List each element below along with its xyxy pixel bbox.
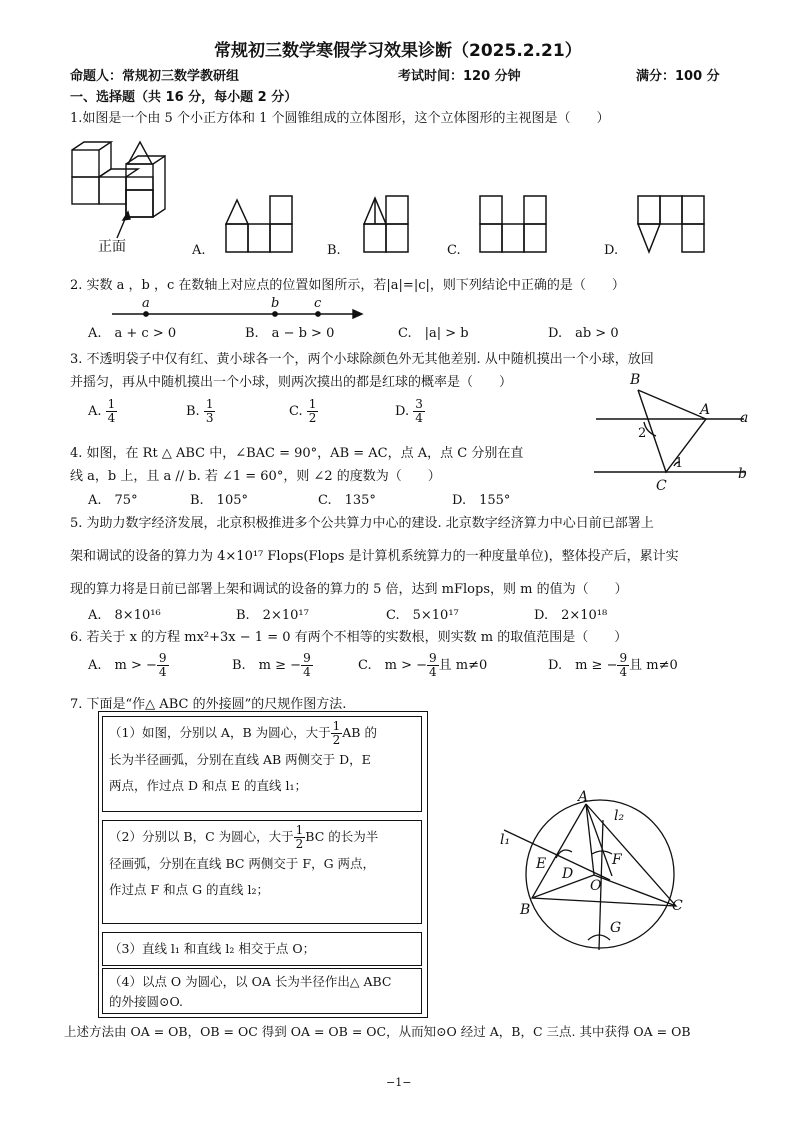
q1-option-a: A.	[192, 243, 206, 258]
q7-step1-line1	[109, 720, 415, 747]
q4-option-c: C. 135°	[318, 493, 376, 508]
q3-option-b	[186, 398, 215, 425]
question-7-stem: 7. 下面是“作△ ABC 的外接圆”的尺规作图方法.	[70, 697, 347, 712]
q2-option-c: C. |a| > b	[398, 326, 469, 341]
q7-step1-num: 1	[332, 719, 341, 733]
q1-option-d: D.	[604, 243, 619, 258]
q1-option-a-figure	[222, 196, 312, 256]
question-5-line2: 架和调试的设备的算力为 4×10¹⁷ Flops(Flops 是计算机系统算力的一种度量单位)，整体投产后，累计实	[70, 549, 679, 564]
question-5-line1: 5. 为助力数字经济发展，北京积极推进多个公共算力中心的建设. 北京数字经济算力中心日前已部署上	[70, 516, 654, 531]
q6-option-d	[548, 652, 678, 679]
q7-step2-num: 1	[295, 823, 304, 837]
q7-label-d: D	[562, 866, 574, 882]
q1-option-c-figure	[478, 196, 568, 256]
q6-option-c	[358, 652, 487, 679]
q7-label-o: O	[590, 878, 602, 894]
q3-option-b-label: B.	[186, 404, 200, 419]
question-6-stem: 6. 若关于 x 的方程 mx²+3x − 1 = 0 有两个不相等的实数根，则实数 m 的取值范围是（ ）	[70, 630, 628, 645]
section-heading: 一、选择题（共 16 分，每小题 2 分）	[70, 90, 298, 105]
q7-step2-b: BC 的长为半	[305, 829, 379, 844]
q7-step2-line2: 径画弧，分别在直线 BC 两侧交于 F，G 两点，	[109, 856, 376, 871]
q5-option-c: C. 5×10¹⁷	[386, 608, 459, 623]
q7-step2-frac	[294, 824, 306, 851]
q4-option-d: D. 155°	[452, 493, 511, 508]
q4-label-angle-2: 2	[638, 426, 647, 441]
q4-label-line-a: a	[740, 410, 749, 426]
q3-option-b-num: 1	[205, 397, 214, 411]
q6-option-d-num: 9	[619, 651, 628, 665]
q7-conclusion: 上述方法由 OA = OB，OB = OC 得到 OA = OB = OC，从而知⊙O 经过 A，B，C 三点. 其中获得 OA = OB	[64, 1024, 691, 1039]
q5-option-a: A. 8×10¹⁶	[88, 608, 161, 623]
question-4-stem-line1: 4. 如图，在 Rt △ ABC 中，∠BAC = 90°，AB = AC，点 A，点 C 分别在直	[70, 446, 524, 461]
q7-step2-line1	[109, 824, 415, 851]
q1-option-d-figure	[638, 196, 728, 266]
q6-option-d-label: D. m ≥ −	[548, 658, 618, 673]
q3-option-a-frac	[106, 398, 118, 425]
q3-option-a-num: 1	[107, 397, 116, 411]
q4-label-c-point: C	[656, 478, 667, 494]
q7-label-l2: l₂	[614, 808, 625, 824]
q7-step1-den: 2	[332, 733, 341, 747]
q6-option-a-den: 4	[158, 665, 167, 679]
page-title: 常规初三数学寒假学习效果诊断（2025.2.21）	[214, 41, 582, 61]
q7-label-l1: l₁	[500, 832, 511, 848]
q7-label-a: A	[578, 789, 589, 805]
q6-option-b-den: 4	[303, 665, 311, 679]
q4-label-a-point: A	[700, 402, 711, 418]
q1-option-c: C.	[447, 243, 461, 258]
q6-option-d-frac	[617, 652, 629, 679]
q2-label-c: c	[314, 296, 322, 311]
question-3-stem-line1: 3. 不透明袋子中仅有红、黄小球各一个，两个小球除颜色外无其他差别. 从中随机摸出一个小球，放回	[70, 352, 654, 367]
q3-option-d-den: 4	[415, 411, 423, 425]
q4-label-b-point: B	[630, 372, 641, 388]
q7-step3-line: （3）直线 l₁ 和直线 l₂ 相交于点 O；	[109, 941, 316, 956]
page-number: −1−	[386, 1076, 412, 1089]
q6-option-a	[88, 652, 169, 679]
q2-option-a: A. a + c > 0	[88, 326, 177, 341]
q2-option-b: B. a − b > 0	[245, 326, 335, 341]
q3-option-d-label: D.	[395, 404, 410, 419]
q6-option-b-frac	[301, 652, 313, 679]
q3-option-c-num: 1	[308, 397, 317, 411]
q1-option-b-figure	[362, 196, 452, 256]
q7-step1-line2: 长为半径画弧，分别在直线 AB 两侧交于 D，E	[109, 752, 371, 767]
q4-option-a: A. 75°	[88, 493, 138, 508]
q3-option-a-den: 4	[107, 411, 116, 425]
question-4-stem-line2: 线 a，b 上，且 a // b. 若 ∠1 = 60°，则 ∠2 的度数为（ ）	[70, 469, 441, 484]
front-view-label: 正面	[98, 239, 126, 255]
q3-option-c-label: C.	[289, 404, 303, 419]
question-2-stem: 2. 实数 a ，b ，c 在数轴上对应点的位置如图所示，若|a|=|c|，则下列结论中正确的是（ ）	[70, 278, 625, 293]
q3-option-b-frac	[204, 398, 216, 425]
q7-step4-line2: 的外接圆⊙O.	[109, 994, 183, 1009]
q3-option-d-frac	[413, 398, 425, 425]
q4-label-line-b: b	[738, 466, 747, 482]
q3-option-c-den: 2	[308, 411, 317, 425]
q4-label-angle-1: 1	[675, 456, 684, 471]
q3-option-d-num: 3	[415, 397, 423, 411]
q6-option-c-tail: 且 m≠0	[438, 658, 488, 673]
q7-figure	[500, 790, 720, 970]
q6-option-b-num: 9	[303, 651, 311, 665]
q7-label-e: E	[536, 856, 547, 872]
q4-option-b: B. 105°	[190, 493, 248, 508]
q7-label-c: C	[672, 898, 683, 914]
q7-step2-den: 2	[295, 837, 304, 851]
q1-solid-figure	[72, 140, 192, 250]
q7-step4	[102, 968, 422, 1014]
q7-step2-a: （2）分别以 B，C 为圆心，大于	[109, 829, 294, 844]
q7-step3	[102, 932, 422, 966]
q3-option-a	[88, 398, 117, 425]
question-1-stem: 1.如图是一个由 5 个小正方体和 1 个圆锥组成的立体图形，这个立体图形的主视图是（ ）	[70, 111, 610, 126]
q3-option-d	[395, 398, 425, 425]
q6-option-b-label: B. m ≥ −	[232, 658, 302, 673]
q2-option-d: D. ab > 0	[548, 326, 619, 341]
question-5-line3: 现的算力将是日前已部署上架和调试的设备的算力的 5 倍，达到 mFlops，则 m 的值为（ ）	[70, 582, 628, 597]
q7-step1-frac	[331, 720, 343, 747]
q6-option-a-label: A. m > −	[88, 658, 157, 673]
q6-option-d-den: 4	[619, 665, 628, 679]
question-3-stem-line2: 并摇匀，再从中随机摸出一个小球，则两次摸出的都是红球的概率是（ ）	[70, 375, 513, 390]
q7-step4-line1: （4）以点 O 为圆心，以 OA 长为半径作出△ ABC	[109, 974, 392, 989]
author-line: 命题人：常规初三数学教研组	[70, 69, 240, 84]
q5-option-d: D. 2×10¹⁸	[534, 608, 608, 623]
q6-option-c-label: C. m > −	[358, 658, 427, 673]
q6-option-c-den: 4	[429, 665, 437, 679]
q7-label-f: F	[612, 852, 622, 868]
q7-step1-line3: 两点，作过点 D 和点 E 的直线 l₁；	[109, 778, 308, 793]
full-score: 满分：100 分	[636, 69, 720, 84]
q7-step2-line3: 作过点 F 和点 G 的直线 l₂；	[109, 882, 270, 897]
q3-option-a-label: A.	[88, 404, 102, 419]
q7-step1	[102, 716, 422, 812]
q2-label-b: b	[271, 296, 280, 311]
q5-option-b: B. 2×10¹⁷	[236, 608, 309, 623]
q6-option-c-num: 9	[429, 651, 437, 665]
q1-option-b: B.	[327, 243, 341, 258]
q7-step1-b: AB 的	[342, 725, 377, 740]
q7-step2	[102, 820, 422, 924]
q3-option-c	[289, 398, 318, 425]
q2-label-a: a	[142, 296, 150, 311]
q4-figure	[594, 376, 784, 496]
exam-time: 考试时间：120 分钟	[398, 69, 521, 84]
q6-option-a-num: 9	[158, 651, 167, 665]
q3-option-b-den: 3	[205, 411, 214, 425]
q7-label-g: G	[610, 920, 622, 936]
q6-option-c-frac	[427, 652, 439, 679]
q3-option-c-frac	[307, 398, 319, 425]
q7-label-b: B	[520, 902, 531, 918]
q6-option-b	[232, 652, 313, 679]
q6-option-a-frac	[157, 652, 169, 679]
q7-step1-a: （1）如图，分别以 A，B 为圆心，大于	[109, 725, 331, 740]
q6-option-d-tail: 且 m≠0	[629, 658, 678, 673]
